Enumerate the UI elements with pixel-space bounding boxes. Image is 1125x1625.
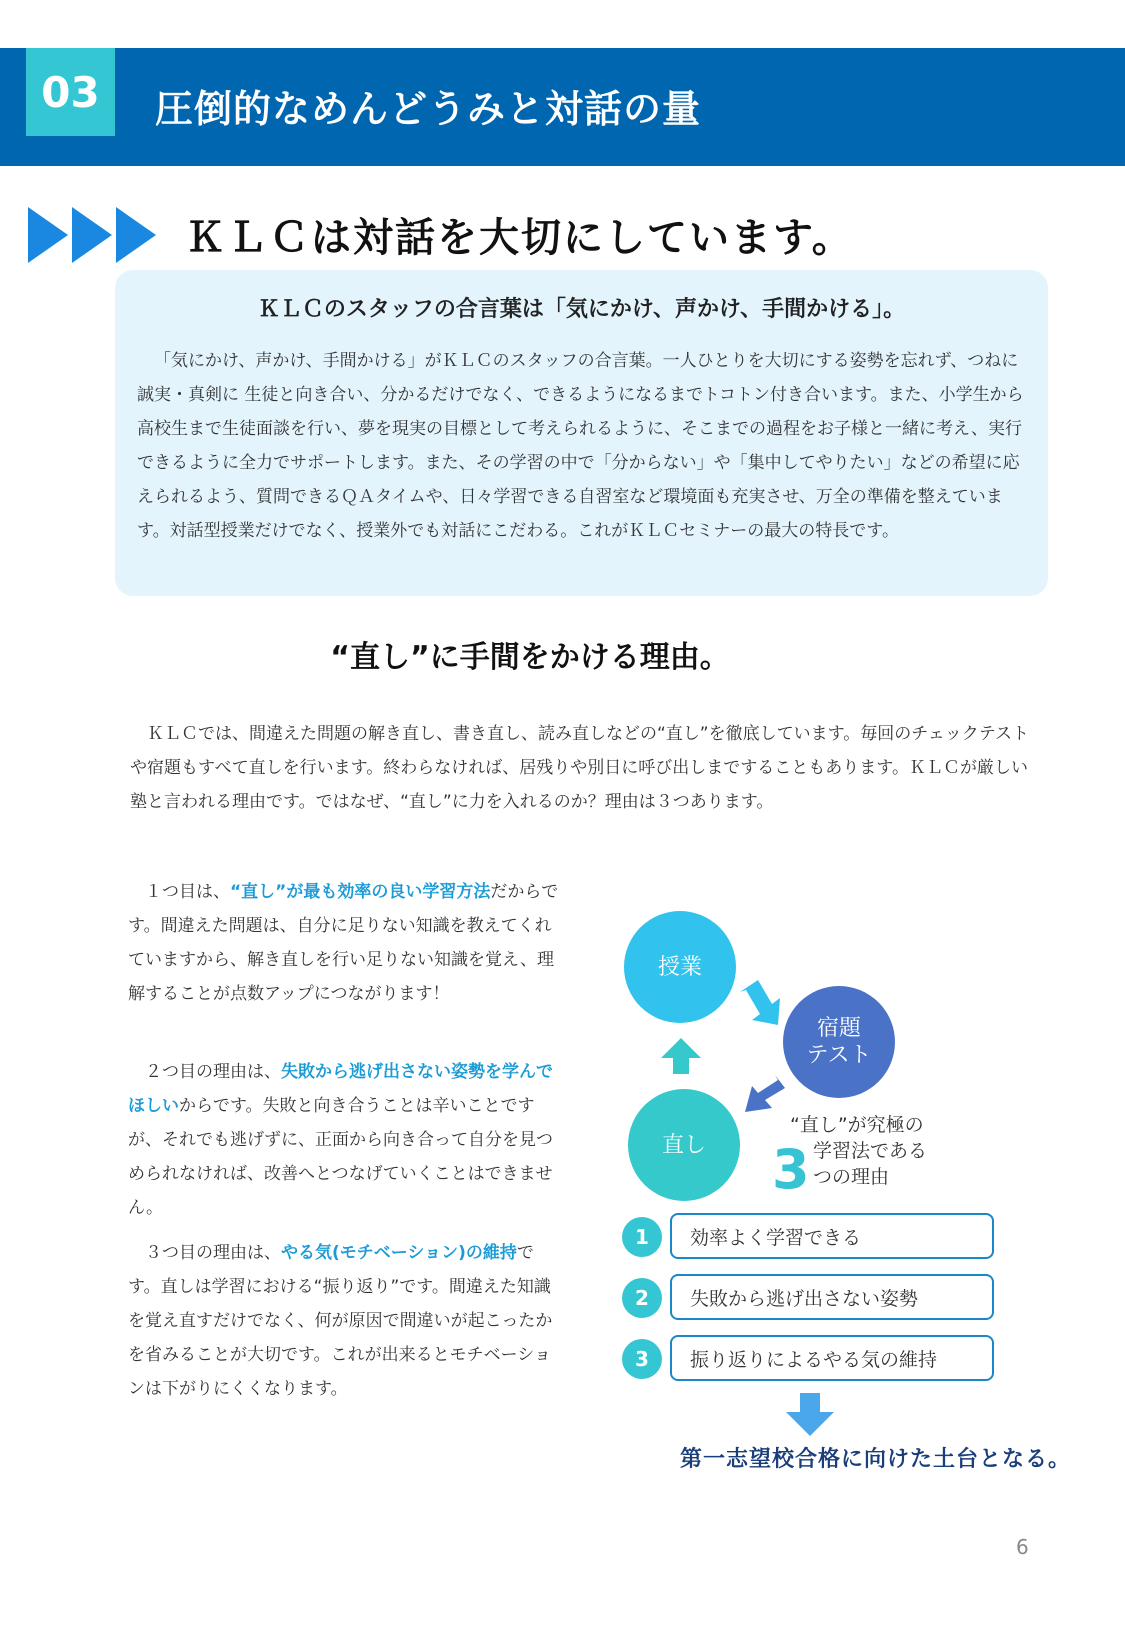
cycle-homework-circle: 宿題 テスト: [783, 986, 895, 1098]
reason-paragraph-2: [128, 1055, 562, 1225]
arrow-right-down-icon: [740, 980, 780, 1025]
diagram-label-line3-text: つの理由: [813, 1166, 890, 1188]
arrow-up-icon: [661, 1038, 701, 1074]
reason-2-highlight: 失敗から逃げ出さない姿勢を学んでほしい: [128, 1062, 553, 1116]
section-title: 圧倒的なめんどうみと対話の量: [155, 87, 702, 131]
main-heading: ＫＬＣは対話を大切にしています。: [185, 215, 854, 261]
reason-item: [622, 1274, 992, 1320]
reason-text: 振り返りによるやる気の維持: [670, 1335, 994, 1381]
section-number: 03: [26, 48, 115, 136]
intro-paragraph: ＫＬＣでは、間違えた問題の解き直し、書き直し、読み直しなどの“直し”を徹底しています。毎回のチェックテストや宿題もすべて直しを行います。終わらなければ、居残りや別日に呼び出しまですることもあります。ＫＬＣが厳しい塾と言われる理由です。ではなぜ、“直し”に力を入れるのか？理由は３つあります。: [130, 724, 1030, 812]
reason-1-rest: だからです。間違えた問題は、自分に足りない知識を教えてくれていますから、解き直しを行い足りない知識を覚え、理解することが点数アップにつながります！: [128, 882, 559, 1004]
reason-number-badge: 2: [622, 1278, 662, 1318]
diagram-label-line2-text: 学習法である: [813, 1140, 928, 1162]
reason-text: 効率よく学習できる: [670, 1213, 994, 1259]
diagram-big-number: 3: [772, 1138, 810, 1201]
arrow-left-down-icon: [745, 1075, 785, 1112]
reason-2-lead: ２つ目の理由は、: [145, 1062, 281, 1082]
diagram-label-line1: “直し”が究極の: [790, 1114, 924, 1136]
reason-number-badge: 1: [622, 1217, 662, 1257]
info-box-title: ＫＬＣのスタッフの合言葉は「気にかけ、声かけ、手間かける」。: [257, 297, 906, 322]
reason-1-highlight: “直し”が最も効率の良い学習方法: [230, 882, 491, 902]
info-box-body: 「気にかけ、声かけ、手間かける」がＫＬＣのスタッフの合言葉。一人ひとりを大切にする姿勢を忘れず、つねに誠実・真剣に 生徒と向き合い、分かるだけでなく、できるようになるまでトコトン付き合います。また、小学生から高校生まで生徒面談を行い、夢を現実の目標として考えられるように、そこまでの過程をお子様と一緒に考え、実行できるように全力でサポートします。また、その学習の中で「分からない」や「集中してやりたい」などの希望に応えられるよう、質問できるＱＡタイムや、日々学習できる自習室など環境面も充実させ、万全の準備を整えています。対話型授業だけでなく、授業外でも対話にこだわる。これがＫＬＣセミナーの最大の特長です。: [137, 351, 1024, 541]
reason-3-highlight: やる気(モチベーション)の維持: [281, 1243, 517, 1263]
reason-3-rest: です。直しは学習における“振り返り”です。間違えた知識を覚え直すだけでなく、何が原因で間違いが起こったかを省みることが大切です。これが出来るとモチベーションは下がりにくくなります。: [128, 1243, 553, 1399]
arrow-down-big-icon: [786, 1393, 834, 1436]
reason-item: [622, 1335, 992, 1381]
reason-item: [622, 1213, 992, 1259]
reason-number-badge: 3: [622, 1339, 662, 1379]
cycle-review-circle: 直し: [628, 1089, 740, 1201]
reason-2-rest: からです。失敗と向き合うことは辛いことですが、それでも逃げずに、正面から向き合って自分を見つめられなければ、改善へとつなげていくことはできません。: [128, 1096, 553, 1218]
subheading: “直し”に手間をかける理由。: [330, 640, 730, 675]
triple-chevron-icon: [28, 207, 162, 263]
reason-3-lead: ３つ目の理由は、: [145, 1243, 281, 1263]
info-box: [115, 270, 1048, 596]
reason-1-lead: １つ目は、: [145, 882, 230, 902]
cycle-class-circle: 授業: [624, 911, 736, 1023]
page-number: 6: [1016, 1535, 1029, 1559]
diagram-conclusion: 第一志望校合格に向けた土台となる。: [680, 1447, 1072, 1472]
reason-text: 失敗から逃げ出さない姿勢: [670, 1274, 994, 1320]
reason-paragraph-3: [128, 1236, 562, 1406]
reason-paragraph-1: [128, 875, 562, 1011]
diagram-label-line2: [813, 1138, 927, 1190]
